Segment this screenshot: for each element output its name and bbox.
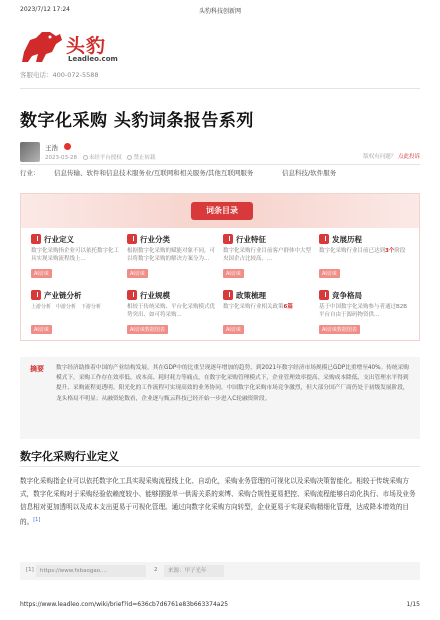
- toc-panel: [20, 193, 420, 341]
- abstract-text: 数字经济助推着中国的产业结构发展。其在GDP中的比重呈现逐年增加的趋势，到2021年数字经济市场规模已GDP比重增至40%。传统采购模式下，采购工作存在效率低、成本高、耗时耗力等痛点，在数字化采购管理模式下，企业管理效率提高、采购成本降低、支出管理水平得到提升、采购流程更透明。阳光化的工作流程可实现高效的业务协同。中国数字化采购市场竞争激烈，但大部分国产厂商仍处于初级发展阶段，龙头格局不明显；从融资轮数看，企业逐与甄云科技已经开始一步进入C轮融资阶段。: [56, 365, 409, 402]
- print-title: 头豹科技创新网: [198, 8, 241, 15]
- ref-source[interactable]: 来源：甲子光年: [164, 565, 224, 577]
- report-link[interactable]: 点此投诉: [397, 154, 420, 160]
- logo-site: Leadleo.com: [68, 55, 118, 63]
- ai-interview-button[interactable]: AI访谈: [127, 269, 148, 278]
- ai-interview-button[interactable]: AI访谈: [319, 269, 340, 278]
- toc-item-head: 发展历程: [332, 235, 362, 244]
- bookmark-icon: [31, 234, 41, 244]
- toc-item-classification[interactable]: [127, 234, 221, 286]
- tag-downstream[interactable]: 下游分析: [81, 304, 102, 310]
- ai-interview-button[interactable]: AI访谈数据图表: [319, 325, 360, 334]
- toc-title: 词条目录: [191, 202, 253, 220]
- pdf-header: [20, 6, 420, 16]
- tag-upstream[interactable]: 上游分析: [31, 304, 52, 310]
- block-icon: [127, 155, 132, 160]
- toc-item-chain[interactable]: [31, 290, 125, 342]
- toc-item-head: 行业特征: [236, 235, 266, 244]
- ai-interview-button[interactable]: AI访谈: [31, 269, 52, 278]
- toc-item-features[interactable]: [223, 234, 317, 286]
- industry-label: 行业：: [20, 169, 40, 177]
- toc-item-desc: [223, 303, 315, 311]
- toc-item-desc: 数字化采购行业目前客户群体中大型央国企占比较高、...: [223, 248, 312, 262]
- abstract-box: [20, 357, 420, 439]
- section-divider: [20, 466, 420, 467]
- toc-item-desc: [319, 247, 411, 255]
- publish-date: 2023-03-28: [45, 155, 77, 161]
- ai-interview-button[interactable]: AI访谈: [31, 325, 52, 334]
- toc-item-desc: 相较于传统采购、平台化采购模式优势突出、如可将采购...: [127, 304, 216, 318]
- verified-icon: [64, 143, 71, 150]
- ai-interview-button[interactable]: AI访谈数据图表: [127, 325, 168, 334]
- bookmark-icon: [127, 234, 137, 244]
- toc-item-head: 行业规模: [140, 291, 170, 300]
- toc-item-head: 竞争格局: [332, 291, 362, 300]
- bookmark-icon: [223, 234, 233, 244]
- page-number: 1/15: [406, 601, 420, 608]
- pdf-footer: [20, 601, 420, 611]
- section-body: [20, 475, 420, 529]
- toc-item-competition[interactable]: [319, 290, 413, 342]
- meta-line: [45, 153, 156, 161]
- toc-item-head: 政策梳理: [236, 291, 266, 300]
- toc-item-desc: 数字化采购指企业可以依托数字化工具实现采购流程线上...: [31, 248, 120, 262]
- toc-item-history[interactable]: [319, 234, 413, 286]
- tag-midstream[interactable]: 中游分析: [56, 304, 77, 310]
- desc-prefix: 数字化采购行业目前已达到: [319, 248, 386, 254]
- abstract-label: 摘要: [30, 365, 44, 373]
- ai-interview-button[interactable]: AI访谈: [223, 269, 244, 278]
- hotline: 客服电话：400-072-5588: [20, 71, 99, 79]
- toc-item-head: 产业链分析: [44, 291, 82, 300]
- desc-count: 3个: [385, 248, 395, 254]
- ref-number: [1]: [26, 567, 34, 573]
- bookmark-icon: [127, 290, 137, 300]
- toc-item-head: 行业定义: [44, 235, 74, 244]
- avatar: [20, 142, 40, 162]
- header-divider: [20, 88, 420, 89]
- bookmark-icon: [223, 290, 233, 300]
- toc-item-desc: 基于中国数字化采购参与者通过B2B平台自由于源码物资供...: [319, 304, 408, 318]
- ref-link[interactable]: https://www.fxbaogao....: [36, 565, 146, 577]
- toc-item-policy[interactable]: [223, 290, 317, 342]
- footnote-link[interactable]: [1]: [33, 517, 41, 523]
- industry-category-primary[interactable]: 信息传输、软件和信息技术服务业/互联网和相关服务/其他互联网服务: [54, 169, 254, 177]
- copyright-report: [363, 152, 420, 160]
- page-title: 数字化采购 头豹词条报告系列: [20, 111, 254, 131]
- references-bar: [20, 562, 420, 580]
- ai-interview-button[interactable]: AI访谈: [223, 325, 244, 334]
- desc-count: 6篇: [283, 304, 293, 310]
- toc-item-definition[interactable]: [31, 234, 125, 286]
- copyright-question: 版权有问题？: [363, 154, 397, 160]
- bookmark-icon: [319, 290, 329, 300]
- section-title: 数字化采购行业定义: [20, 450, 119, 463]
- toc-item-desc: 根据数字化采购的赋能对象不同，可以将数字化采购的解决方案分为...: [127, 248, 216, 262]
- ref-number: 2: [154, 567, 158, 573]
- author-row: [20, 142, 420, 164]
- page-url: https://www.leadleo.com/wiki/brief?id=636cb7d6761e83b663374a25: [20, 601, 229, 608]
- logo-area: [20, 26, 180, 82]
- author-divider: [20, 164, 420, 165]
- bookmark-icon: [31, 290, 41, 300]
- flag-unauthorized: 未经平台授权: [88, 155, 122, 161]
- logo-name: 头豹: [66, 35, 107, 57]
- toc-item-scale[interactable]: [127, 290, 221, 342]
- chain-tags: [31, 303, 106, 310]
- industry-category-secondary[interactable]: 信息科技/软件服务: [282, 169, 337, 177]
- flag-no-repost: 禁止转载: [133, 155, 156, 161]
- toc-item-head: 行业分类: [140, 235, 170, 244]
- print-datetime: 2023/7/12 17:24: [20, 6, 70, 13]
- desc-prefix: 数字化采购行业相关政策: [223, 304, 284, 310]
- desc-suffix: 阶段: [394, 248, 406, 254]
- bookmark-icon: [319, 234, 329, 244]
- info-icon: [83, 155, 88, 160]
- leopard-logo-icon: [20, 26, 64, 66]
- author-name[interactable]: 王浩: [45, 144, 58, 152]
- section-body-text: 数字化采购指企业可以依托数字化工具实现采购流程线上化、自动化，采购业务管理的可视化以及采购决策智能化。相较于传统采购方式，数字化采购对于采购经验依赖度较小、能够摆脱单一供需关系的束缚、采购合规性更易把控、采购流程能够自动化执行、市场及业务信息相对更加透明以及成本支出更易于可视化管理。通过向数字化采购方向转型，企业更易于实现采购精细化管理，达成降本增效的目的。: [20, 477, 416, 527]
